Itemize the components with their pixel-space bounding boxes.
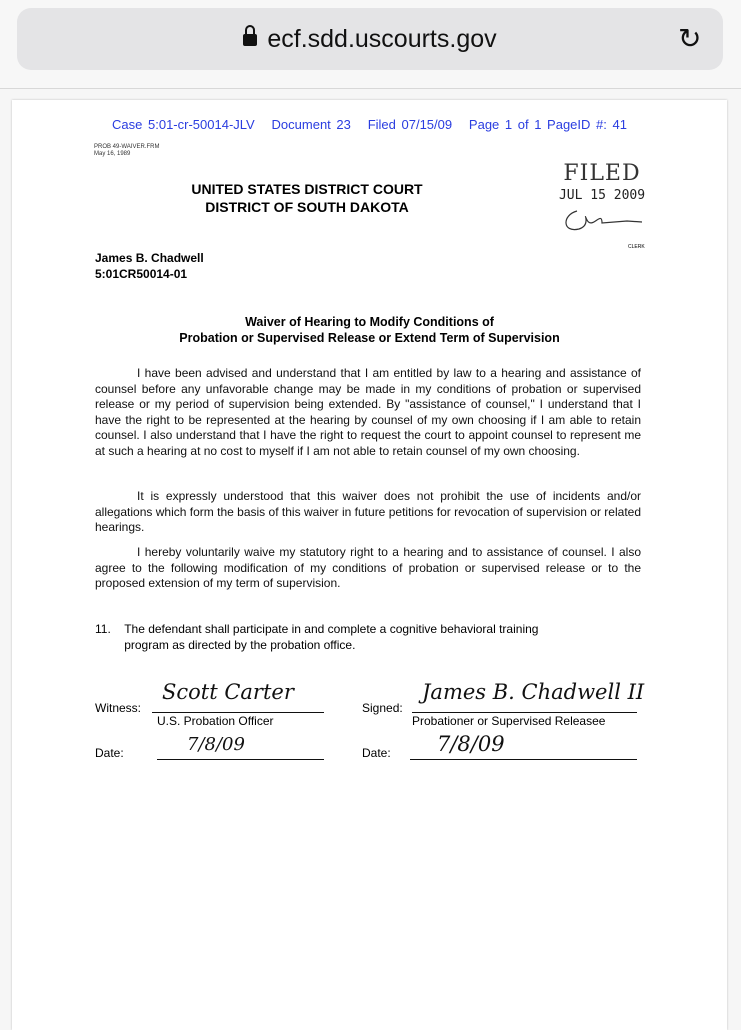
witness-signature: Scott Carter [162,680,294,704]
address-bar[interactable] [17,8,723,70]
lock-icon [243,34,257,46]
browser-toolbar [0,0,741,89]
document-title: Waiver of Hearing to Modify Conditions of Probation or Supervised Release or Extend Term of Supervision [179,315,560,345]
paragraph: It is expressly understood that this waiver does not prohibit the use of incidents and/or allegations which form the basis of this waiver in future petitions for revocation of supervision or related hearings. [95,489,641,535]
witness-date: 7/8/09 [187,734,245,755]
signed-label: Signed: [362,701,403,715]
witness-date-label: Date: [95,746,124,760]
witness-caption: U.S. Probation Officer [157,714,274,728]
paragraph: I have been advised and understand that I am entitled by law to a hearing and assistance of counsel before any unfavorable change may be made in my conditions of probation or supervised release or my period of supervision being extended. By "assistance of counsel," I understand that I have the right to be represented at the hearing by counsel of my own choosing if I am able to retain counsel. I also understand that I have the right to request the court to appoint counsel to represent me at such a hearing at no cost to myself if I am not able to retain counsel of my own choosing. [95,366,641,458]
ecf-header: Case 5:01-cr-50014-JLV Document 23 Filed 07/15/09 Page 1 of 1 PageID #: 41 [112,117,627,132]
modification-item: 11. The defendant shall participate in and complete a cognitive behavioral training program as directed by the probation office. [95,622,539,652]
signed-date-label: Date: [362,746,391,760]
url-text: ecf.sdd.uscourts.gov [267,25,497,53]
court-name: UNITED STATES DISTRICT COURT DISTRICT OF SOUTH DAKOTA [191,181,423,215]
document-page [12,100,727,1030]
witness-label: Witness: [95,701,142,715]
defendant-info: James B. Chadwell 5:01CR50014-01 [95,251,204,281]
clerk-signature [557,205,647,235]
paragraph: I hereby voluntarily waive my statutory right to a hearing and to assistance of counsel. I also agree to the following modification of my conditions of probation or supervised release or to the proposed extension of my term of supervision. [95,545,641,591]
form-id: PROB 49-WAIVER.FRM May 16, 1989 [94,144,160,157]
signed-date: 7/8/09 [437,732,505,756]
probationer-signature: James B. Chadwell II [422,680,645,704]
probationer-caption: Probationer or Supervised Releasee [412,714,606,728]
reload-icon[interactable]: ↻ [678,23,702,54]
filed-stamp: FILED JUL 15 2009 CLERK [558,161,646,250]
